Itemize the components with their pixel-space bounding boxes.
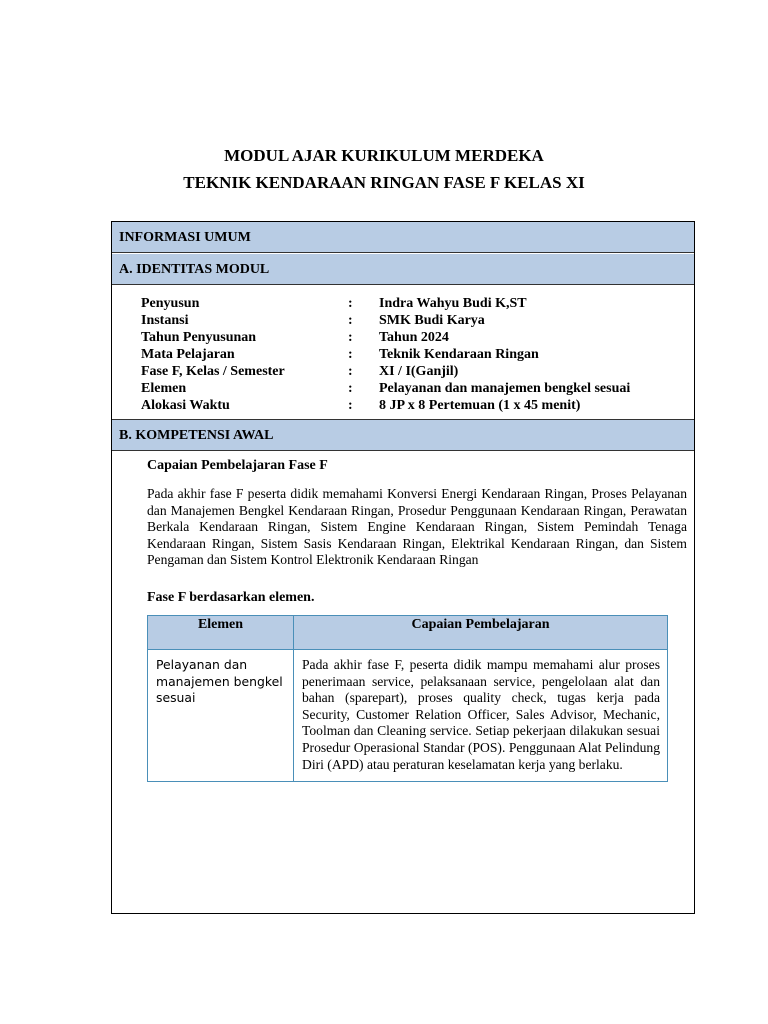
section-header-informasi-umum: INFORMASI UMUM [112,222,694,253]
column-header-elemen: Elemen [148,616,294,650]
identity-row [141,363,681,380]
document-title: MODUL AJAR KURIKULUM MERDEKA [224,146,544,165]
identity-label: Alokasi Waktu [141,398,230,413]
identity-value: Tahun 2024 [379,330,449,345]
identity-colon: : [348,313,353,328]
section-header-identitas-modul: A. IDENTITAS MODUL [112,254,694,285]
identity-row [141,346,681,363]
fase-heading: Fase F berdasarkan elemen. [147,590,315,605]
document-subtitle: TEKNIK KENDARAAN RINGAN FASE F KELAS XI [183,173,585,192]
identity-label: Tahun Penyusunan [141,330,257,345]
identity-row [141,329,681,346]
identity-label: Mata Pelajaran [141,347,235,362]
identity-value: Pelayanan dan manajemen bengkel sesuai [379,381,631,396]
identity-value: Teknik Kendaraan Ringan [379,347,539,362]
identity-colon: : [348,330,353,345]
identity-row [141,397,681,414]
identity-value: 8 JP x 8 Pertemuan (1 x 45 menit) [379,398,581,413]
identity-row [141,380,681,397]
identity-label: Penyusun [141,296,200,311]
table-row [148,650,668,782]
identity-colon: : [348,381,353,396]
cell-capaian: Pada akhir fase F, peserta didik mampu memahami alur proses penerimaan service, pelaksanaan service, pengelolaan alat dan bahan (sparepart), proses quality check, tugas kerja pada Security, Customer Relation Officer, Sales Advisor, Mechanic, Toolman dan Cleaning service. Setiap pekerjaan dilakukan sesuai Prosedur Operasional Standar (POS). Penggunaan Alat Pelindung Diri (APD) atau peraturan keselamatan kerja yang berlaku. [294,650,668,782]
identity-row [141,312,681,329]
identity-colon: : [348,296,353,311]
module-info-box [111,221,695,914]
cp-paragraph: Pada akhir fase F peserta didik memahami Konversi Energi Kendaraan Ringan, Proses Pelayanan dan Manajemen Bengkel Kendaraan Ringan, Prosedur Penggunaan Kendaraan Ringan, Perawatan Berkala Kendaraan Ringan, Sistem Engine Kendaraan Ringan, Sistem Pemindah Tenaga Kendaraan Ringan, Sistem Sasis Kendaraan Ringan, Elektrikal Kendaraan Ringan, dan Sistem Pengaman dan Sistem Kontrol Elektronik Kendaraan Ringan [147,486,687,568]
identity-value: SMK Budi Karya [379,313,485,328]
table-header-row [148,616,668,650]
section-header-kompetensi-awal: B. KOMPETENSI AWAL [112,419,694,451]
identity-value: Indra Wahyu Budi K,ST [379,296,527,311]
identity-colon: : [348,347,353,362]
cell-elemen: Pelayanan dan manajemen bengkel sesuai [148,650,294,782]
identity-row [141,295,681,312]
identity-colon: : [348,364,353,379]
cp-heading: Capaian Pembelajaran Fase F [147,458,328,473]
elemen-table [147,615,668,782]
column-header-capaian: Capaian Pembelajaran [294,616,668,650]
identity-value: XI / I(Ganjil) [379,364,459,379]
identity-label: Instansi [141,313,189,328]
identity-label: Elemen [141,381,187,396]
identity-colon: : [348,398,353,413]
identity-label: Fase F, Kelas / Semester [141,364,285,379]
